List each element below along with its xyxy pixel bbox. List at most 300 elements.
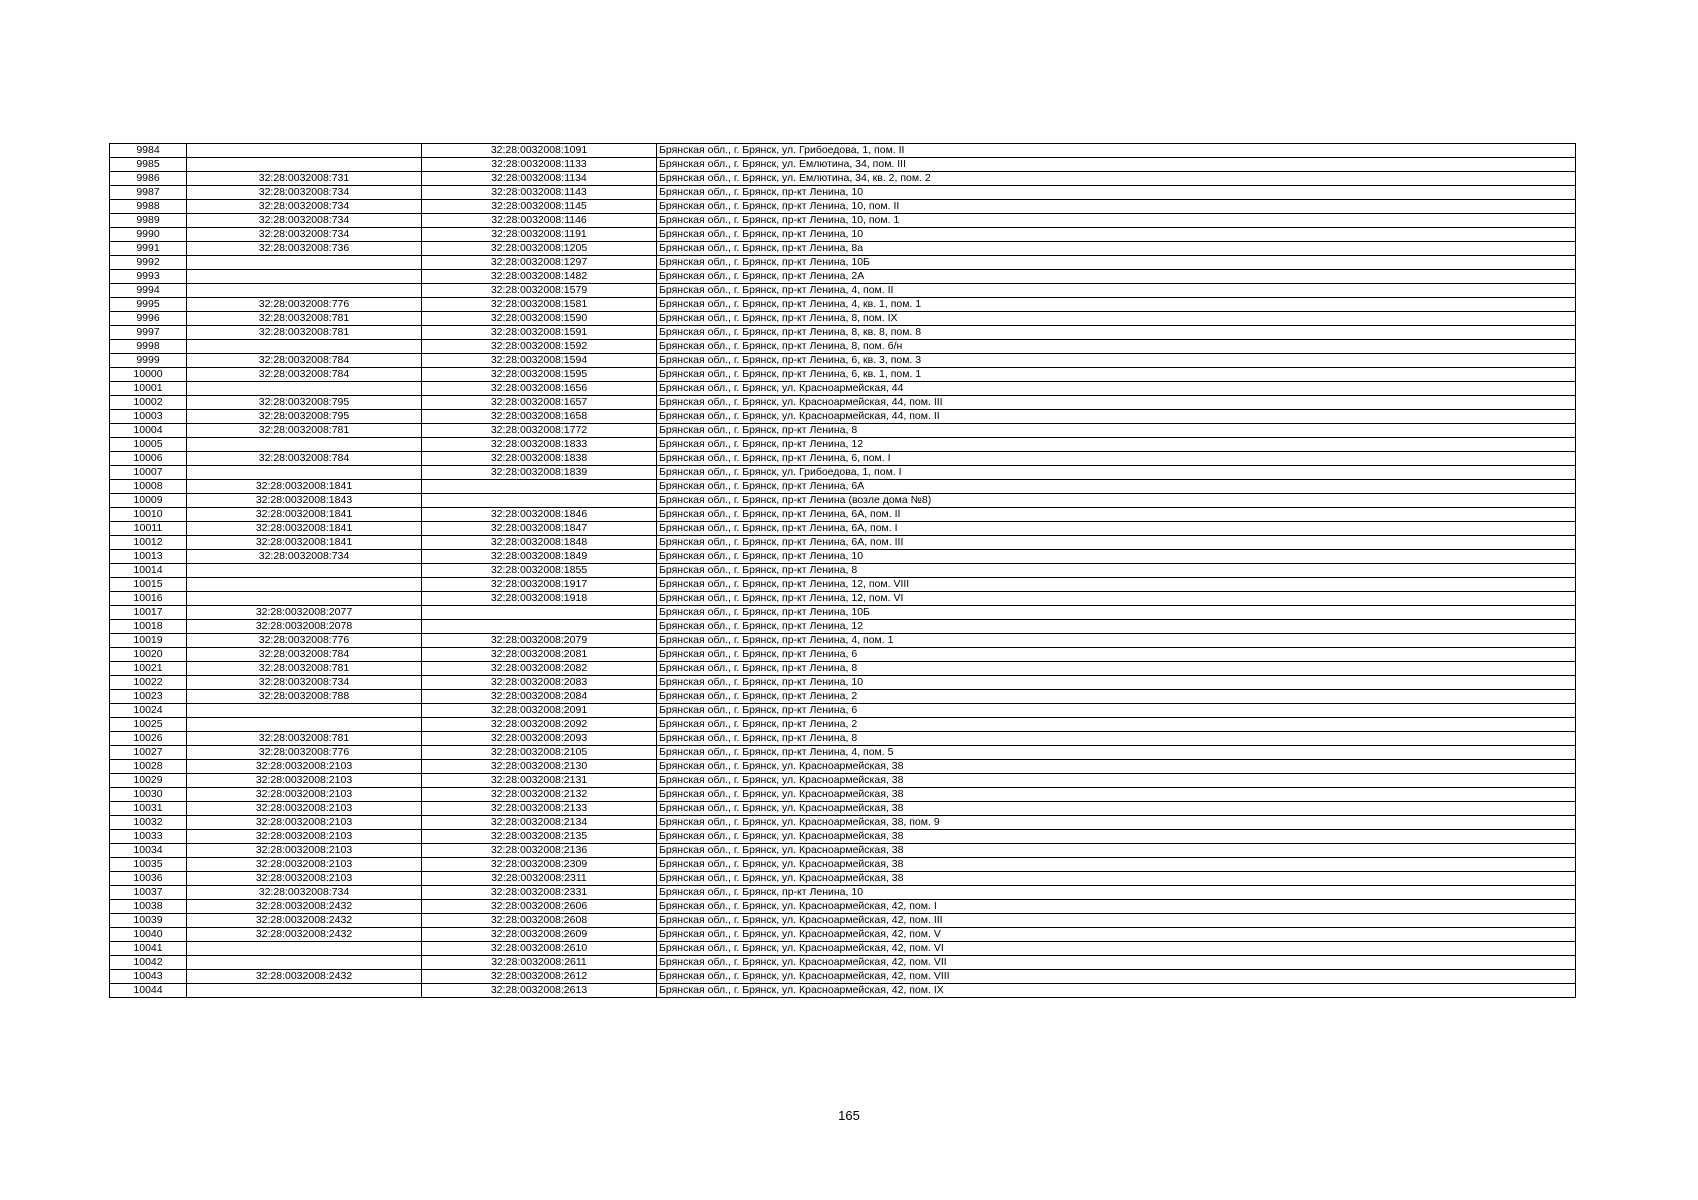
parent-cadastral-number-cell: [187, 340, 422, 354]
table-row: [110, 984, 1576, 998]
parent-cadastral-number-cell: 32:28:0032008:2432: [187, 900, 422, 914]
row-number-cell: 10011: [110, 522, 187, 536]
page-number: 165: [838, 1108, 860, 1123]
row-number-cell: 10038: [110, 900, 187, 914]
parent-cadastral-number-cell: 32:28:0032008:784: [187, 452, 422, 466]
cadastral-number-cell: 32:28:0032008:1846: [422, 508, 657, 522]
cadastral-number-cell: 32:28:0032008:1205: [422, 242, 657, 256]
cadastral-number-cell: 32:28:0032008:1917: [422, 578, 657, 592]
table-row: [110, 298, 1576, 312]
address-cell: Брянская обл., г. Брянск, пр-кт Ленина, 4, кв. 1, пом. 1: [657, 298, 1576, 312]
parent-cadastral-number-cell: 32:28:0032008:781: [187, 662, 422, 676]
row-number-cell: 9996: [110, 312, 187, 326]
parent-cadastral-number-cell: 32:28:0032008:788: [187, 690, 422, 704]
row-number-cell: 9993: [110, 270, 187, 284]
cadastral-number-cell: 32:28:0032008:1297: [422, 256, 657, 270]
row-number-cell: 10044: [110, 984, 187, 998]
table-row: [110, 648, 1576, 662]
row-number-cell: 9988: [110, 200, 187, 214]
cadastral-number-cell: 32:28:0032008:2309: [422, 858, 657, 872]
parent-cadastral-number-cell: 32:28:0032008:784: [187, 354, 422, 368]
row-number-cell: 10025: [110, 718, 187, 732]
address-cell: Брянская обл., г. Брянск, ул. Красноармейская, 38: [657, 760, 1576, 774]
table-row: [110, 942, 1576, 956]
row-number-cell: 10000: [110, 368, 187, 382]
cadastral-number-cell: 32:28:0032008:2130: [422, 760, 657, 774]
cadastral-number-cell: 32:28:0032008:1145: [422, 200, 657, 214]
cadastral-number-cell: 32:28:0032008:2609: [422, 928, 657, 942]
table-row: [110, 494, 1576, 508]
address-cell: Брянская обл., г. Брянск, пр-кт Ленина, 8: [657, 732, 1576, 746]
cadastral-number-cell: 32:28:0032008:2093: [422, 732, 657, 746]
row-number-cell: 10012: [110, 536, 187, 550]
address-cell: Брянская обл., г. Брянск, ул. Емлютина, 34, кв. 2, пом. 2: [657, 172, 1576, 186]
table-row: [110, 592, 1576, 606]
cadastral-number-cell: 32:28:0032008:1592: [422, 340, 657, 354]
cadastral-number-cell: 32:28:0032008:2135: [422, 830, 657, 844]
row-number-cell: 10001: [110, 382, 187, 396]
row-number-cell: 10005: [110, 438, 187, 452]
row-number-cell: 10006: [110, 452, 187, 466]
cadastral-number-cell: 32:28:0032008:2079: [422, 634, 657, 648]
parent-cadastral-number-cell: 32:28:0032008:2103: [187, 816, 422, 830]
table-row: [110, 564, 1576, 578]
parent-cadastral-number-cell: [187, 270, 422, 284]
address-cell: Брянская обл., г. Брянск, ул. Красноармейская, 42, пом. IX: [657, 984, 1576, 998]
cadastral-number-cell: 32:28:0032008:2084: [422, 690, 657, 704]
table-row: [110, 200, 1576, 214]
row-number-cell: 10040: [110, 928, 187, 942]
row-number-cell: 10029: [110, 774, 187, 788]
cadastral-number-cell: 32:28:0032008:1658: [422, 410, 657, 424]
parent-cadastral-number-cell: 32:28:0032008:734: [187, 200, 422, 214]
cadastral-number-cell: 32:28:0032008:1838: [422, 452, 657, 466]
cadastral-number-cell: 32:28:0032008:1482: [422, 270, 657, 284]
table-row: [110, 928, 1576, 942]
address-cell: Брянская обл., г. Брянск, пр-кт Ленина, 4, пом. 1: [657, 634, 1576, 648]
parent-cadastral-number-cell: 32:28:0032008:734: [187, 886, 422, 900]
address-cell: Брянская обл., г. Брянск, пр-кт Ленина, 12, пом. VI: [657, 592, 1576, 606]
address-cell: Брянская обл., г. Брянск, пр-кт Ленина, 10, пом. II: [657, 200, 1576, 214]
cadastral-number-cell: 32:28:0032008:1143: [422, 186, 657, 200]
table-row: [110, 368, 1576, 382]
row-number-cell: 10010: [110, 508, 187, 522]
cadastral-number-cell: 32:28:0032008:2134: [422, 816, 657, 830]
row-number-cell: 9992: [110, 256, 187, 270]
table-row: [110, 466, 1576, 480]
cadastral-number-cell: 32:28:0032008:2611: [422, 956, 657, 970]
address-cell: Брянская обл., г. Брянск, ул. Красноармейская, 44, пом. III: [657, 396, 1576, 410]
parent-cadastral-number-cell: 32:28:0032008:734: [187, 228, 422, 242]
parent-cadastral-number-cell: [187, 704, 422, 718]
address-cell: Брянская обл., г. Брянск, пр-кт Ленина, 8, пом. б/н: [657, 340, 1576, 354]
parent-cadastral-number-cell: 32:28:0032008:731: [187, 172, 422, 186]
address-cell: Брянская обл., г. Брянск, пр-кт Ленина, 6, кв. 3, пом. 3: [657, 354, 1576, 368]
cadastral-number-cell: 32:28:0032008:2083: [422, 676, 657, 690]
address-cell: Брянская обл., г. Брянск, пр-кт Ленина, 10: [657, 186, 1576, 200]
address-cell: Брянская обл., г. Брянск, пр-кт Ленина, 6А, пом. III: [657, 536, 1576, 550]
address-cell: Брянская обл., г. Брянск, пр-кт Ленина, 6: [657, 704, 1576, 718]
parent-cadastral-number-cell: [187, 718, 422, 732]
cadastral-number-cell: 32:28:0032008:2081: [422, 648, 657, 662]
table-row: [110, 340, 1576, 354]
parent-cadastral-number-cell: 32:28:0032008:734: [187, 550, 422, 564]
row-number-cell: 9991: [110, 242, 187, 256]
table-row: [110, 578, 1576, 592]
parent-cadastral-number-cell: 32:28:0032008:2432: [187, 914, 422, 928]
table-row: [110, 256, 1576, 270]
address-cell: Брянская обл., г. Брянск, пр-кт Ленина, 10: [657, 886, 1576, 900]
table-row: [110, 676, 1576, 690]
row-number-cell: 9997: [110, 326, 187, 340]
address-cell: Брянская обл., г. Брянск, пр-кт Ленина, 12: [657, 438, 1576, 452]
parent-cadastral-number-cell: 32:28:0032008:2432: [187, 928, 422, 942]
address-cell: Брянская обл., г. Брянск, ул. Красноармейская, 38: [657, 774, 1576, 788]
row-number-cell: 9998: [110, 340, 187, 354]
parent-cadastral-number-cell: [187, 284, 422, 298]
cadastral-number-cell: 32:28:0032008:2331: [422, 886, 657, 900]
table-row: [110, 844, 1576, 858]
parent-cadastral-number-cell: 32:28:0032008:776: [187, 298, 422, 312]
row-number-cell: 10034: [110, 844, 187, 858]
row-number-cell: 10021: [110, 662, 187, 676]
address-cell: Брянская обл., г. Брянск, пр-кт Ленина, 10Б: [657, 606, 1576, 620]
table-row: [110, 424, 1576, 438]
address-cell: Брянская обл., г. Брянск, ул. Красноармейская, 42, пом. III: [657, 914, 1576, 928]
row-number-cell: 10002: [110, 396, 187, 410]
address-cell: Брянская обл., г. Брянск, ул. Красноармейская, 42, пом. V: [657, 928, 1576, 942]
row-number-cell: 10018: [110, 620, 187, 634]
cadastral-number-cell: 32:28:0032008:1772: [422, 424, 657, 438]
cadastral-number-cell: 32:28:0032008:2092: [422, 718, 657, 732]
parent-cadastral-number-cell: 32:28:0032008:2103: [187, 844, 422, 858]
table-row: [110, 144, 1576, 158]
table-row: [110, 326, 1576, 340]
table-row: [110, 354, 1576, 368]
table-row: [110, 690, 1576, 704]
address-cell: Брянская обл., г. Брянск, ул. Красноармейская, 42, пом. VI: [657, 942, 1576, 956]
row-number-cell: 9984: [110, 144, 187, 158]
cadastral-number-cell: 32:28:0032008:2133: [422, 802, 657, 816]
table-row: [110, 536, 1576, 550]
row-number-cell: 10043: [110, 970, 187, 984]
address-cell: Брянская обл., г. Брянск, пр-кт Ленина, 10, пом. 1: [657, 214, 1576, 228]
table-row: [110, 410, 1576, 424]
row-number-cell: 10028: [110, 760, 187, 774]
address-cell: Брянская обл., г. Брянск, пр-кт Ленина, 10: [657, 550, 1576, 564]
cadastral-number-cell: 32:28:0032008:2612: [422, 970, 657, 984]
row-number-cell: 10042: [110, 956, 187, 970]
table-row: [110, 550, 1576, 564]
row-number-cell: 10035: [110, 858, 187, 872]
row-number-cell: 10030: [110, 788, 187, 802]
row-number-cell: 10007: [110, 466, 187, 480]
address-cell: Брянская обл., г. Брянск, пр-кт Ленина, 4, пом. II: [657, 284, 1576, 298]
parent-cadastral-number-cell: 32:28:0032008:736: [187, 242, 422, 256]
table-row: [110, 746, 1576, 760]
table-row: [110, 816, 1576, 830]
row-number-cell: 9987: [110, 186, 187, 200]
cadastral-number-cell: 32:28:0032008:1146: [422, 214, 657, 228]
row-number-cell: 9989: [110, 214, 187, 228]
address-cell: Брянская обл., г. Брянск, пр-кт Ленина, 6, пом. I: [657, 452, 1576, 466]
address-cell: Брянская обл., г. Брянск, пр-кт Ленина, 6: [657, 648, 1576, 662]
table-row: [110, 732, 1576, 746]
parent-cadastral-number-cell: 32:28:0032008:2103: [187, 774, 422, 788]
address-cell: Брянская обл., г. Брянск, пр-кт Ленина, 2А: [657, 270, 1576, 284]
cadastral-number-cell: 32:28:0032008:2610: [422, 942, 657, 956]
table-row: [110, 956, 1576, 970]
parent-cadastral-number-cell: 32:28:0032008:795: [187, 410, 422, 424]
parent-cadastral-number-cell: 32:28:0032008:2103: [187, 830, 422, 844]
table-row: [110, 172, 1576, 186]
cadastral-number-cell: 32:28:0032008:2082: [422, 662, 657, 676]
address-cell: Брянская обл., г. Брянск, пр-кт Ленина (возле дома №8): [657, 494, 1576, 508]
table-row: [110, 228, 1576, 242]
table-row: [110, 522, 1576, 536]
row-number-cell: 9999: [110, 354, 187, 368]
parent-cadastral-number-cell: 32:28:0032008:2103: [187, 872, 422, 886]
row-number-cell: 10026: [110, 732, 187, 746]
parent-cadastral-number-cell: 32:28:0032008:781: [187, 732, 422, 746]
row-number-cell: 10014: [110, 564, 187, 578]
table-row: [110, 438, 1576, 452]
parent-cadastral-number-cell: [187, 144, 422, 158]
cadastral-number-cell: 32:28:0032008:2131: [422, 774, 657, 788]
row-number-cell: 10041: [110, 942, 187, 956]
address-cell: Брянская обл., г. Брянск, ул. Емлютина, 34, пом. III: [657, 158, 1576, 172]
table-row: [110, 760, 1576, 774]
cadastral-number-cell: 32:28:0032008:1590: [422, 312, 657, 326]
parent-cadastral-number-cell: 32:28:0032008:2103: [187, 788, 422, 802]
row-number-cell: 9994: [110, 284, 187, 298]
address-cell: Брянская обл., г. Брянск, пр-кт Ленина, 8: [657, 662, 1576, 676]
table-row: [110, 634, 1576, 648]
table-row: [110, 620, 1576, 634]
address-cell: Брянская обл., г. Брянск, пр-кт Ленина, 8: [657, 424, 1576, 438]
address-cell: Брянская обл., г. Брянск, ул. Грибоедова, 1, пом. II: [657, 144, 1576, 158]
row-number-cell: 10032: [110, 816, 187, 830]
row-number-cell: 10003: [110, 410, 187, 424]
parent-cadastral-number-cell: 32:28:0032008:781: [187, 424, 422, 438]
table-row: [110, 704, 1576, 718]
parent-cadastral-number-cell: [187, 984, 422, 998]
cadastral-number-cell: 32:28:0032008:1581: [422, 298, 657, 312]
cadastral-number-cell: 32:28:0032008:1134: [422, 172, 657, 186]
cadastral-number-cell: 32:28:0032008:1091: [422, 144, 657, 158]
row-number-cell: 10004: [110, 424, 187, 438]
table-row: [110, 802, 1576, 816]
table-row: [110, 242, 1576, 256]
cadastral-number-cell: 32:28:0032008:1918: [422, 592, 657, 606]
address-cell: Брянская обл., г. Брянск, ул. Красноармейская, 38: [657, 788, 1576, 802]
parent-cadastral-number-cell: 32:28:0032008:2077: [187, 606, 422, 620]
cadastral-number-cell: 32:28:0032008:1847: [422, 522, 657, 536]
parent-cadastral-number-cell: [187, 956, 422, 970]
parent-cadastral-number-cell: 32:28:0032008:734: [187, 214, 422, 228]
address-cell: Брянская обл., г. Брянск, ул. Красноармейская, 44, пом. II: [657, 410, 1576, 424]
table-row: [110, 718, 1576, 732]
address-cell: Брянская обл., г. Брянск, пр-кт Ленина, 12, пом. VIII: [657, 578, 1576, 592]
parent-cadastral-number-cell: [187, 466, 422, 480]
parent-cadastral-number-cell: 32:28:0032008:784: [187, 648, 422, 662]
parent-cadastral-number-cell: 32:28:0032008:734: [187, 186, 422, 200]
table-row: [110, 872, 1576, 886]
parent-cadastral-number-cell: 32:28:0032008:781: [187, 312, 422, 326]
table-row: [110, 270, 1576, 284]
parent-cadastral-number-cell: [187, 158, 422, 172]
address-cell: Брянская обл., г. Брянск, ул. Красноармейская, 38, пом. 9: [657, 816, 1576, 830]
cadastral-number-cell: 32:28:0032008:1591: [422, 326, 657, 340]
parent-cadastral-number-cell: 32:28:0032008:781: [187, 326, 422, 340]
address-cell: Брянская обл., г. Брянск, ул. Красноармейская, 42, пом. I: [657, 900, 1576, 914]
parent-cadastral-number-cell: 32:28:0032008:795: [187, 396, 422, 410]
cadastral-number-cell: 32:28:0032008:1595: [422, 368, 657, 382]
row-number-cell: 10009: [110, 494, 187, 508]
address-cell: Брянская обл., г. Брянск, ул. Красноармейская, 38: [657, 844, 1576, 858]
row-number-cell: 10017: [110, 606, 187, 620]
row-number-cell: 10022: [110, 676, 187, 690]
parent-cadastral-number-cell: 32:28:0032008:784: [187, 368, 422, 382]
cadastral-number-cell: 32:28:0032008:1855: [422, 564, 657, 578]
table-row: [110, 662, 1576, 676]
parent-cadastral-number-cell: 32:28:0032008:2103: [187, 858, 422, 872]
cadastral-number-cell: 32:28:0032008:2606: [422, 900, 657, 914]
address-cell: Брянская обл., г. Брянск, пр-кт Ленина, 8: [657, 564, 1576, 578]
parent-cadastral-number-cell: 32:28:0032008:2103: [187, 760, 422, 774]
table-row: [110, 774, 1576, 788]
row-number-cell: 10037: [110, 886, 187, 900]
cadastral-number-cell: 32:28:0032008:1133: [422, 158, 657, 172]
address-cell: Брянская обл., г. Брянск, пр-кт Ленина, 8а: [657, 242, 1576, 256]
cadastral-number-cell: 32:28:0032008:1849: [422, 550, 657, 564]
parent-cadastral-number-cell: [187, 592, 422, 606]
row-number-cell: 9995: [110, 298, 187, 312]
parent-cadastral-number-cell: 32:28:0032008:776: [187, 746, 422, 760]
parent-cadastral-number-cell: [187, 578, 422, 592]
table-row: [110, 886, 1576, 900]
table-row: [110, 382, 1576, 396]
table-row: [110, 508, 1576, 522]
row-number-cell: 10024: [110, 704, 187, 718]
table-row: [110, 480, 1576, 494]
address-cell: Брянская обл., г. Брянск, пр-кт Ленина, 8, кв. 8, пом. 8: [657, 326, 1576, 340]
cadastral-number-cell: [422, 620, 657, 634]
cadastral-number-cell: 32:28:0032008:2132: [422, 788, 657, 802]
cadastral-number-cell: 32:28:0032008:2136: [422, 844, 657, 858]
parent-cadastral-number-cell: 32:28:0032008:1843: [187, 494, 422, 508]
address-cell: Брянская обл., г. Брянск, ул. Красноармейская, 38: [657, 802, 1576, 816]
address-cell: Брянская обл., г. Брянск, ул. Красноармейская, 38: [657, 872, 1576, 886]
cadastral-number-cell: 32:28:0032008:1191: [422, 228, 657, 242]
row-number-cell: 10031: [110, 802, 187, 816]
cadastral-number-cell: 32:28:0032008:1657: [422, 396, 657, 410]
cadastral-number-cell: [422, 494, 657, 508]
parent-cadastral-number-cell: [187, 382, 422, 396]
cadastral-table: [109, 143, 1576, 998]
cadastral-number-cell: 32:28:0032008:2091: [422, 704, 657, 718]
parent-cadastral-number-cell: 32:28:0032008:1841: [187, 508, 422, 522]
parent-cadastral-number-cell: 32:28:0032008:2432: [187, 970, 422, 984]
row-number-cell: 10020: [110, 648, 187, 662]
row-number-cell: 9985: [110, 158, 187, 172]
table-row: [110, 214, 1576, 228]
cadastral-number-cell: 32:28:0032008:1848: [422, 536, 657, 550]
table-row: [110, 186, 1576, 200]
cadastral-number-cell: 32:28:0032008:2608: [422, 914, 657, 928]
address-cell: Брянская обл., г. Брянск, пр-кт Ленина, 12: [657, 620, 1576, 634]
table-row: [110, 788, 1576, 802]
address-cell: Брянская обл., г. Брянск, ул. Красноармейская, 38: [657, 858, 1576, 872]
cadastral-number-cell: 32:28:0032008:1579: [422, 284, 657, 298]
table-body: [110, 144, 1576, 998]
row-number-cell: 9986: [110, 172, 187, 186]
table-row: [110, 830, 1576, 844]
cadastral-number-cell: [422, 480, 657, 494]
table-row: [110, 914, 1576, 928]
cadastral-number-cell: 32:28:0032008:1833: [422, 438, 657, 452]
parent-cadastral-number-cell: 32:28:0032008:1841: [187, 536, 422, 550]
row-number-cell: 10015: [110, 578, 187, 592]
row-number-cell: 10033: [110, 830, 187, 844]
address-cell: Брянская обл., г. Брянск, пр-кт Ленина, 10: [657, 228, 1576, 242]
row-number-cell: 10019: [110, 634, 187, 648]
address-cell: Брянская обл., г. Брянск, пр-кт Ленина, 8, пом. IX: [657, 312, 1576, 326]
table-row: [110, 606, 1576, 620]
cadastral-number-cell: 32:28:0032008:2613: [422, 984, 657, 998]
row-number-cell: 10016: [110, 592, 187, 606]
address-cell: Брянская обл., г. Брянск, ул. Красноармейская, 38: [657, 830, 1576, 844]
table-row: [110, 396, 1576, 410]
parent-cadastral-number-cell: 32:28:0032008:776: [187, 634, 422, 648]
address-cell: Брянская обл., г. Брянск, пр-кт Ленина, 6А, пом. II: [657, 508, 1576, 522]
parent-cadastral-number-cell: 32:28:0032008:2103: [187, 802, 422, 816]
address-cell: Брянская обл., г. Брянск, пр-кт Ленина, 6, кв. 1, пом. 1: [657, 368, 1576, 382]
cadastral-number-cell: 32:28:0032008:2105: [422, 746, 657, 760]
cadastral-number-cell: 32:28:0032008:1839: [422, 466, 657, 480]
cadastral-number-cell: 32:28:0032008:2311: [422, 872, 657, 886]
parent-cadastral-number-cell: 32:28:0032008:1841: [187, 522, 422, 536]
parent-cadastral-number-cell: [187, 438, 422, 452]
table-row: [110, 970, 1576, 984]
address-cell: Брянская обл., г. Брянск, ул. Красноармейская, 42, пом. VII: [657, 956, 1576, 970]
parent-cadastral-number-cell: 32:28:0032008:2078: [187, 620, 422, 634]
address-cell: Брянская обл., г. Брянск, пр-кт Ленина, 6А: [657, 480, 1576, 494]
cadastral-number-cell: [422, 606, 657, 620]
address-cell: Брянская обл., г. Брянск, ул. Грибоедова, 1, пом. I: [657, 466, 1576, 480]
address-cell: Брянская обл., г. Брянск, пр-кт Ленина, 4, пом. 5: [657, 746, 1576, 760]
address-cell: Брянская обл., г. Брянск, ул. Красноармейская, 42, пом. VIII: [657, 970, 1576, 984]
cadastral-number-cell: 32:28:0032008:1594: [422, 354, 657, 368]
row-number-cell: 10027: [110, 746, 187, 760]
address-cell: Брянская обл., г. Брянск, пр-кт Ленина, 6А, пом. I: [657, 522, 1576, 536]
row-number-cell: 10036: [110, 872, 187, 886]
row-number-cell: 10013: [110, 550, 187, 564]
row-number-cell: 9990: [110, 228, 187, 242]
table-row: [110, 158, 1576, 172]
parent-cadastral-number-cell: [187, 564, 422, 578]
cadastral-number-cell: 32:28:0032008:1656: [422, 382, 657, 396]
row-number-cell: 10008: [110, 480, 187, 494]
table-row: [110, 452, 1576, 466]
address-cell: Брянская обл., г. Брянск, ул. Красноармейская, 44: [657, 382, 1576, 396]
table-row: [110, 900, 1576, 914]
address-cell: Брянская обл., г. Брянск, пр-кт Ленина, 10Б: [657, 256, 1576, 270]
row-number-cell: 10023: [110, 690, 187, 704]
table-row: [110, 284, 1576, 298]
parent-cadastral-number-cell: [187, 942, 422, 956]
table-row: [110, 312, 1576, 326]
